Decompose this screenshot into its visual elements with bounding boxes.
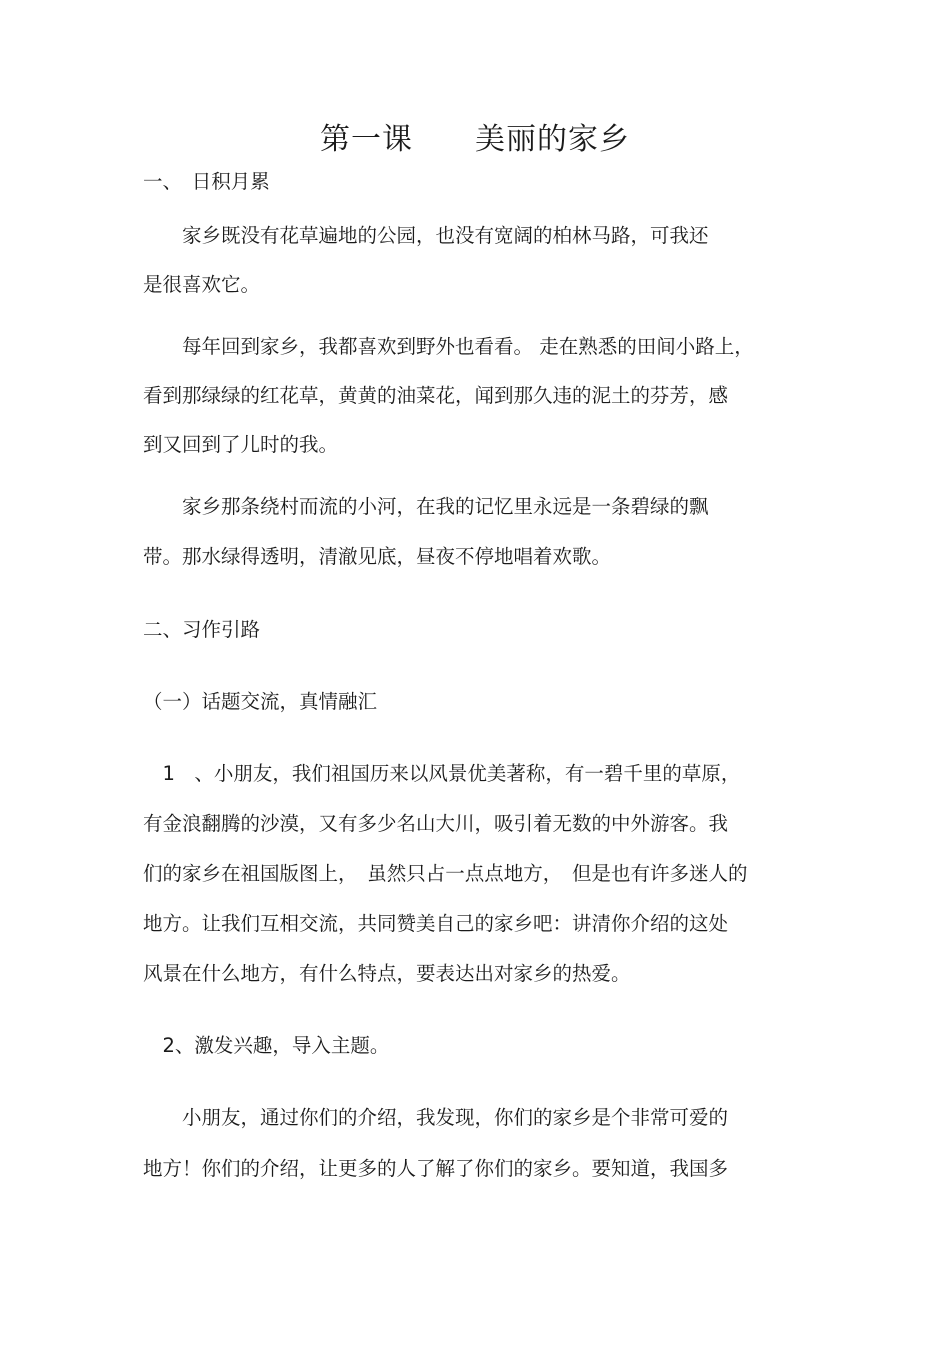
subsection-heading: （一）话题交流，真情融汇 (143, 690, 378, 713)
list-item-heading: 2、激发兴趣，导入主题。 (143, 1034, 390, 1057)
paragraph-line: 们的家乡在祖国版图上， 虽然只占一点点地方， 但是也有许多迷人的 (143, 862, 748, 885)
paragraph-line: 有金浪翻腾的沙漠，又有多少名山大川，吸引着无数的中外游客。我 (143, 812, 729, 835)
paragraph-line: 看到那绿绿的红花草，黄黄的油菜花，闻到那久违的泥土的芬芳，感 (143, 384, 729, 407)
paragraph-line: 风景在什么地方，有什么特点，要表达出对家乡的热爱。 (143, 962, 631, 985)
section-heading-accumulation: 一、 日积月累 (143, 170, 270, 193)
lesson-title: 第一课 美丽的家乡 (320, 122, 630, 157)
section-heading-writing-guide: 二、习作引路 (143, 618, 261, 641)
paragraph-line: 是很喜欢它。 (143, 273, 261, 296)
paragraph-line: 地方。让我们互相交流，共同赞美自己的家乡吧：讲清你介绍的这处 (143, 912, 729, 935)
paragraph-line: 小朋友，通过你们的介绍，我发现，你们的家乡是个非常可爱的 (143, 1106, 729, 1129)
paragraph-line: 到又回到了儿时的我。 (143, 433, 339, 456)
paragraph-line: 带。那水绿得透明，清澈见底，昼夜不停地唱着欢歌。 (143, 545, 612, 568)
paragraph-line: 家乡那条绕村而流的小河，在我的记忆里永远是一条碧绿的飘 (143, 495, 709, 518)
paragraph-line: 1 、小朋友，我们祖国历来以风景优美著称，有一碧千里的草原， (143, 762, 741, 785)
paragraph-line: 家乡既没有花草遍地的公园，也没有宽阔的柏林马路，可我还 (143, 224, 709, 247)
paragraph-line: 每年回到家乡，我都喜欢到野外也看看。 走在熟悉的田间小路上， (143, 335, 754, 358)
paragraph-line: 地方！你们的介绍，让更多的人了解了你们的家乡。要知道，我国多 (143, 1157, 729, 1180)
